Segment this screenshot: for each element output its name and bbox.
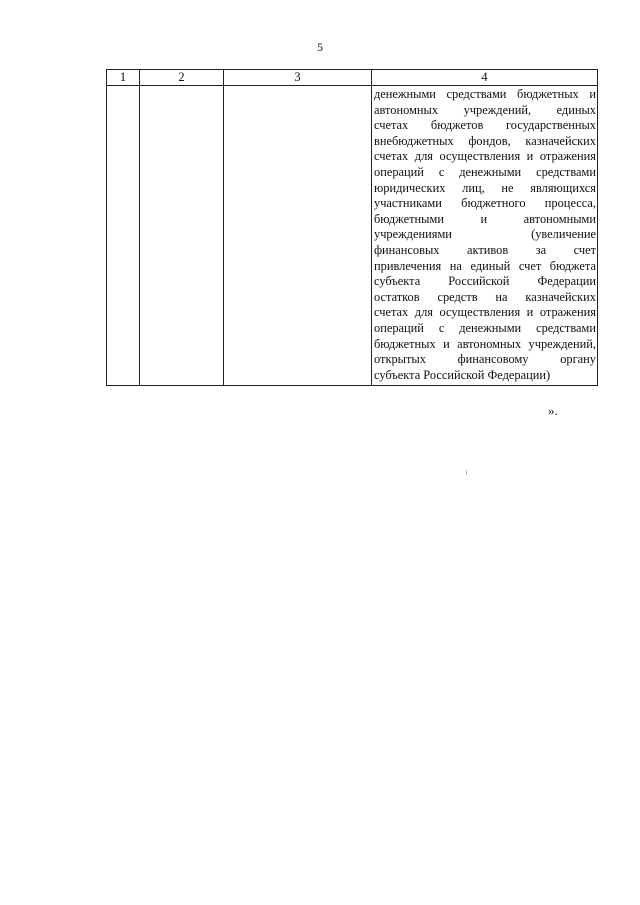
cell-text-line: счетах бюджетов государственных (374, 118, 596, 133)
cell-text-line: автономных учреждений, единых (374, 102, 596, 117)
cell-text-line: юридических лиц, не являющихся (374, 180, 596, 195)
table-cell-text (372, 86, 597, 385)
cell-text-line: остатков средств на казначейских (374, 289, 596, 304)
table-cell-col4 (372, 86, 598, 386)
cell-text-line: операций с денежными средствами (374, 164, 596, 179)
scan-artifact (466, 470, 467, 475)
cell-text-line: бюджетными и автономными (374, 211, 596, 226)
cell-text-line: внебюджетных фондов, казначейских (374, 133, 596, 148)
cell-text-line: бюджетных и автономных учреждений, (374, 336, 596, 351)
page-number: 5 (317, 40, 323, 54)
column-header-3: 3 (224, 70, 372, 86)
cell-text-line: финансовых активов за счет (374, 242, 596, 257)
cell-text-line: счетах для осуществления и отражения (374, 305, 596, 320)
column-header-4: 4 (372, 70, 598, 86)
column-header-1: 1 (107, 70, 140, 86)
table-header-row (107, 70, 598, 86)
column-header-2: 2 (140, 70, 224, 86)
table-cell-col1 (107, 86, 140, 386)
table-cell-col3 (224, 86, 372, 386)
cell-text-line: операций с денежными средствами (374, 320, 596, 335)
closing-quote-mark: ». (548, 403, 558, 418)
table-cell-col2 (140, 86, 224, 386)
cell-text-line: денежными средствами бюджетных и (374, 87, 596, 101)
cell-text-line: учреждениями (увеличение (374, 227, 596, 242)
cell-text-line: субъекта Российской Федерации (374, 274, 596, 289)
cell-text-line: привлечения на единый счет бюджета (374, 258, 596, 273)
cell-text-line: открытых финансовому органу (374, 352, 596, 367)
document-table (106, 69, 598, 386)
table-row (107, 86, 598, 386)
cell-text-line: счетах для осуществления и отражения (374, 149, 596, 164)
cell-text-line: субъекта Российской Федерации) (374, 367, 551, 382)
cell-text-line: участниками бюджетного процесса, (374, 196, 596, 211)
